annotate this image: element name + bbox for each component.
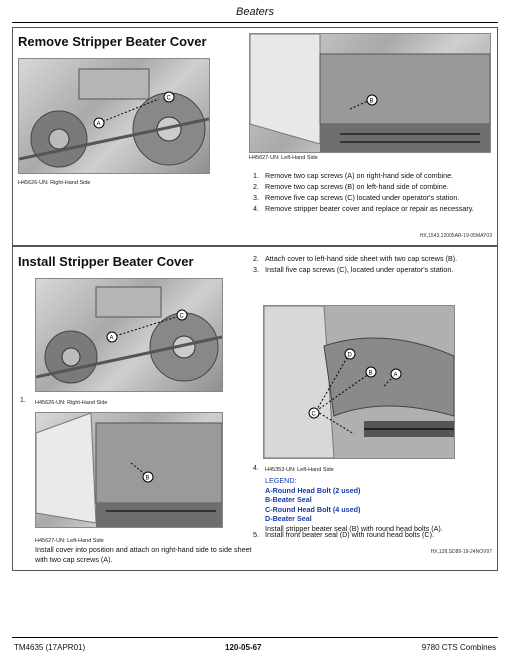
remove-step-4: 4. Remove stripper beater cover and replace or repair as necessary. <box>253 204 474 213</box>
photo-drawing <box>264 306 454 458</box>
section2-reference: HX,128,SD89-19-24NOV97 <box>430 549 492 555</box>
photo-drawing <box>19 59 209 173</box>
footer-page-number: 120-05-67 <box>225 643 262 652</box>
photo-drawing <box>250 34 490 152</box>
legend-item-a: A-Round Head Bolt (2 used) <box>265 485 361 495</box>
callout-b: B <box>369 98 374 105</box>
remove-step-3: 3. Remove five cap screws (C) located under operator's station. <box>253 193 460 202</box>
photo-drawing <box>36 279 222 391</box>
install-step4-text: Install stripper beater seal (B) with round head bolts (A). <box>265 523 443 533</box>
install-step4-num: 4. <box>253 465 259 472</box>
header-rule <box>12 22 498 23</box>
remove-steps <box>253 171 489 215</box>
legend <box>265 476 489 533</box>
remove-step-1: 1. Remove two cap screws (A) on right-hand side of combine. <box>253 171 454 180</box>
section-title-remove: Remove Stripper Beater Cover <box>18 34 207 49</box>
footer-product: 9780 CTS Combines <box>421 643 496 652</box>
install-step1-num: 1. <box>20 397 26 404</box>
callout-b: B <box>368 370 373 377</box>
photo-install-seal <box>263 305 455 459</box>
callout-a: A <box>96 121 101 128</box>
callout-c: C <box>311 411 316 418</box>
install-step-5: 5. Install front beater seal (D) with round head bolts (C). <box>253 530 434 539</box>
photo-right-hand-side <box>18 58 210 174</box>
legend-item-c: C-Round Head Bolt (4 used) <box>265 504 361 514</box>
photo-install-right-hand <box>35 278 223 392</box>
install-step-3: 3. Install five cap screws (C), located under operator's station. <box>253 265 454 274</box>
remove-step-2: 2. Remove two cap screws (B) on left-hand side of combine. <box>253 182 449 191</box>
photo1-caption: H45626-UN: Right-Hand Side <box>18 180 91 186</box>
section1-reference: HX,1543,12005AR-19-05MAY03 <box>419 233 492 239</box>
legend-item-b: B-Beater Seal <box>265 495 312 504</box>
callout-b: B <box>145 475 150 482</box>
section-install-cover <box>12 246 498 571</box>
page-header-title: Beaters <box>236 6 274 18</box>
install-steps-top <box>253 254 489 276</box>
callout-a: A <box>393 372 398 379</box>
callout-d: D <box>347 352 352 359</box>
section-remove-cover <box>12 27 498 246</box>
install-step1-text: Install cover into position and attach on right-hand side to side sheet with two cap screws (A). <box>35 545 252 564</box>
install-photo1-caption: H45626-UN: Right-Hand Side <box>35 400 108 406</box>
photo-drawing <box>36 413 222 527</box>
section-title-install: Install Stripper Beater Cover <box>18 254 194 269</box>
legend-item-d: D-Beater Seal <box>265 514 312 523</box>
install-photo2-caption: H45627-UN: Left-Hand Side <box>35 538 104 544</box>
footer-doc-id: TM4635 (17APR01) <box>14 643 86 652</box>
install-photo3-caption: H45353-UN: Left-Hand Side <box>265 467 334 473</box>
install-step-2: 2. Attach cover to left-hand side sheet with two cap screws (B). <box>253 254 458 263</box>
footer-rule <box>12 637 498 638</box>
callout-a: A <box>109 335 114 342</box>
photo2-caption: H45627-UN: Left-Hand Side <box>249 155 318 161</box>
callout-c: C <box>179 313 184 320</box>
legend-title: LEGEND: <box>265 476 297 485</box>
callout-c: C <box>166 95 171 102</box>
photo-install-left-hand <box>35 412 223 528</box>
photo-left-hand-side <box>249 33 491 153</box>
install-steps-bottom <box>253 530 489 541</box>
